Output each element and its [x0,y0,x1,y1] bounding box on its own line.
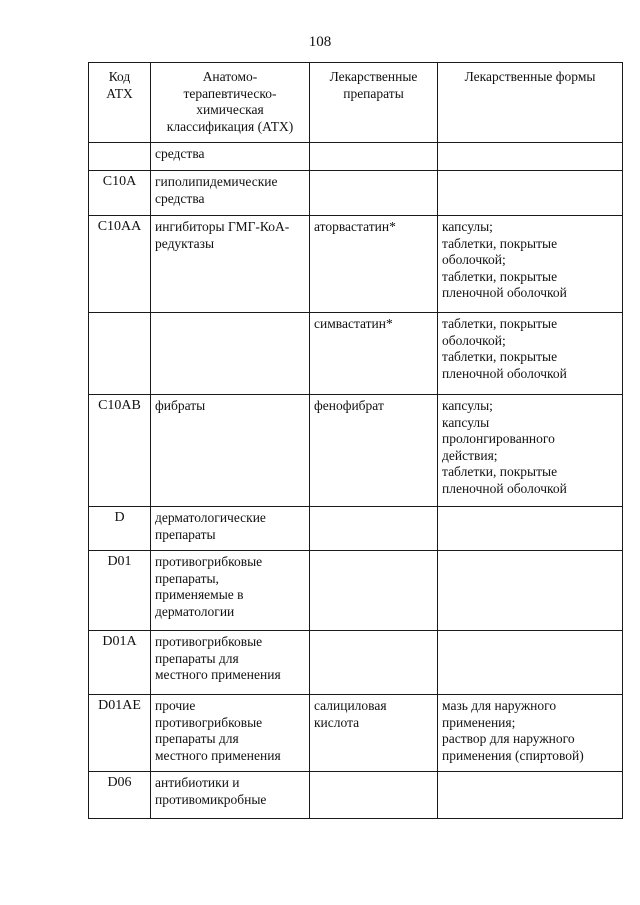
classification-line: противогрибковые [155,714,263,730]
drug-line: фенофибрат [314,398,384,413]
cell-classification [151,695,310,772]
form-line: оболочкой; [442,252,506,267]
cell-forms [438,216,623,313]
header-classification-line: классификация (АТХ) [166,118,294,134]
header-classification-line: терапевтическо- [183,85,277,101]
cell-drug [310,551,438,631]
header-drugs-line: препараты [343,85,404,101]
cell-code: D06 [89,772,151,819]
classification-line: дерматологии [155,603,235,619]
form-line: мазь для наружного [442,698,557,713]
form-line: таблетки, покрытые [442,464,558,479]
header-forms-line: Лекарственные формы [464,69,596,84]
cell-code: D01AE [89,695,151,772]
classification-line: средства [155,190,205,206]
table-row [89,695,623,772]
form-line: таблетки, покрытые [442,349,558,364]
table-row [89,216,623,313]
cell-classification [151,507,310,551]
cell-classification [151,313,310,395]
form-line: таблетки, покрытые [442,235,558,251]
table-row [89,395,623,507]
form-line: пленочной оболочкой [442,285,567,300]
table-row [89,772,623,819]
form-line: пленочной оболочкой [442,365,567,381]
cell-drug [310,507,438,551]
classification-line: противомикробные [155,791,267,807]
cell-classification [151,395,310,507]
page-number: 108 [308,34,332,50]
header-classification-line: Анатомо- [202,69,258,84]
cell-drug [310,171,438,216]
header-code [89,63,151,143]
classification-line: противогрибковые [155,634,263,649]
classification-line: препараты [155,526,216,542]
classification-line: редуктазы [155,235,215,251]
form-line: капсулы; [442,398,493,413]
drug-line: аторвастатин* [314,219,396,234]
cell-forms [438,143,623,171]
cell-forms [438,631,623,695]
table-row [89,143,623,171]
form-line: действия; [442,447,498,463]
form-line: оболочкой; [442,332,506,348]
cell-drug [310,143,438,171]
classification-line: применяемые в [155,587,244,602]
cell-code: C10AA [89,216,151,313]
cell-forms [438,313,623,395]
classification-line: прочие [155,698,196,713]
cell-code [89,143,151,171]
cell-drug [310,772,438,819]
table-row [89,551,623,631]
table-row [89,171,623,216]
cell-drug [310,395,438,507]
classification-line: противогрибковые [155,554,263,569]
cell-classification [151,772,310,819]
header-forms [438,63,623,143]
cell-drug [310,631,438,695]
cell-classification [151,216,310,313]
form-line: применения (спиртовой) [442,747,584,763]
form-line: капсулы [442,414,490,430]
classification-line: средства [155,146,205,161]
cell-classification [151,143,310,171]
header-classification-line: химическая [196,102,264,117]
header-code-line: АТХ [106,85,133,101]
classification-line: местного применения [155,667,281,682]
cell-code: D01A [89,631,151,695]
drug-line: кислота [314,714,360,730]
table-row [89,507,623,551]
cell-drug [310,216,438,313]
cell-classification [151,551,310,631]
cell-code: C10A [89,171,151,216]
cell-code: D01 [89,551,151,631]
cell-drug [310,695,438,772]
table-row [89,313,623,395]
cell-forms [438,695,623,772]
form-line: таблетки, покрытые [442,268,558,284]
cell-code: D [89,507,151,551]
atx-drug-table [88,62,623,819]
table-header-row [89,63,623,143]
cell-classification [151,171,310,216]
cell-forms [438,772,623,819]
form-line: раствор для наружного [442,731,575,746]
form-line: применения; [442,714,516,730]
drug-line: салициловая [314,698,387,713]
header-code-line: Код [108,69,131,84]
classification-line: фибраты [155,398,206,413]
table-row [89,631,623,695]
cell-code [89,313,151,395]
cell-classification [151,631,310,695]
classification-line: препараты для [155,650,239,666]
cell-forms [438,171,623,216]
cell-code: C10AB [89,395,151,507]
classification-line: гиполипидемические [155,174,278,189]
cell-drug [310,313,438,395]
cell-forms [438,507,623,551]
form-line: пленочной оболочкой [442,480,567,496]
header-drugs [310,63,438,143]
drug-line: симвастатин* [314,316,393,331]
form-line: пролонгированного [442,431,555,446]
header-drugs-line: Лекарственные [329,69,418,84]
cell-forms [438,395,623,507]
form-line: капсулы; [442,219,493,234]
cell-forms [438,551,623,631]
classification-line: ингибиторы ГМГ-КоА- [155,219,290,234]
classification-line: местного применения [155,747,281,763]
classification-line: дерматологические [155,510,266,525]
form-line: таблетки, покрытые [442,316,558,331]
header-classification [151,63,310,143]
classification-line: препараты, [155,570,219,586]
classification-line: препараты для [155,731,239,746]
classification-line: антибиотики и [155,775,240,790]
